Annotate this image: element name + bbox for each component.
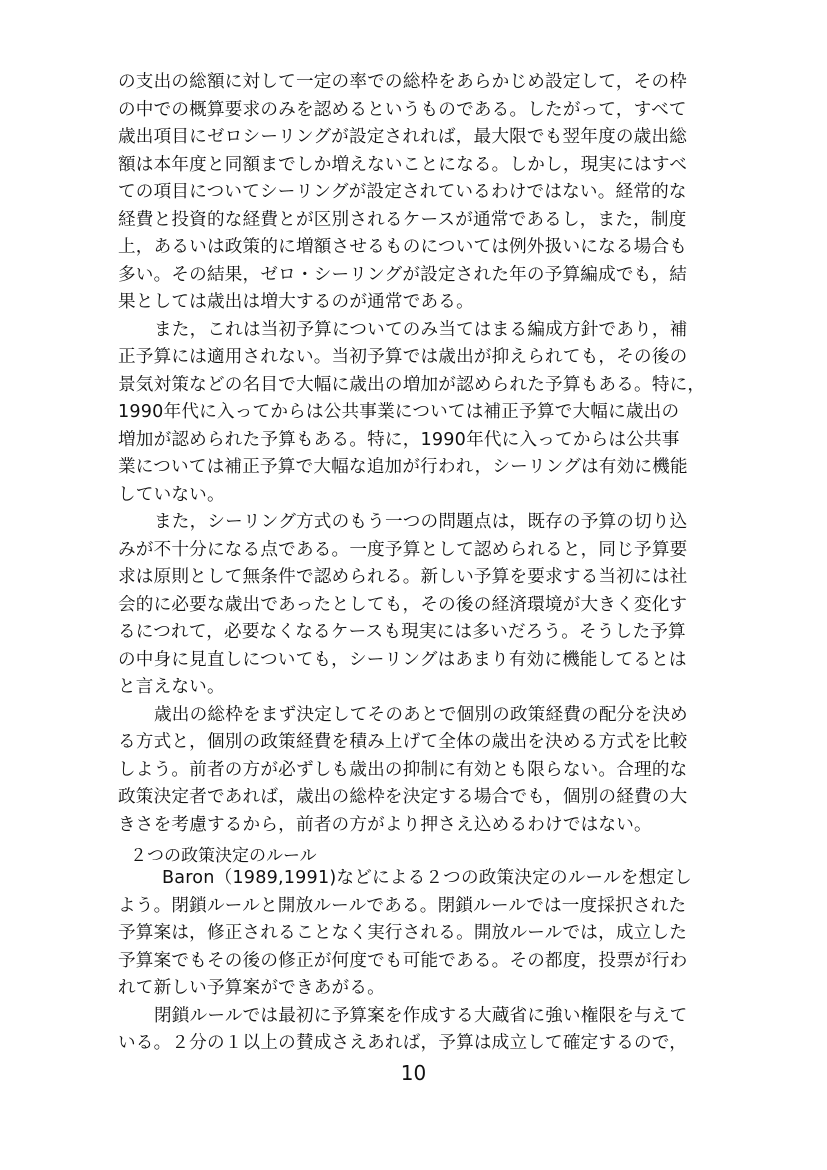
text-line: みが不十分になる点である。一度予算として認められると，同じ予算要: [118, 539, 688, 560]
text-line: 求は原則として無条件で認められる。新しい予算を要求する当初には社: [118, 567, 688, 587]
text-line: いる。２分の１以上の賛成さえあれば，予算は成立して確定するので，: [118, 1033, 688, 1053]
body-text-block-2: [118, 865, 754, 1058]
text-line: 1990年代に入ってからは公共事業については補正予算で大幅に歳出の: [118, 402, 680, 422]
text-line: また，これは当初予算についてのみ当てはまる編成方針であり，補: [154, 319, 688, 340]
text-line: 果としては歳出は増大するのが通常である。: [118, 292, 474, 312]
text-line: 景気対策などの名目で大幅に歳出の増加が認められた予算もある。特に，: [118, 374, 706, 395]
text-line: 正予算には適用されない。当初予算では歳出が抑えられても，その後の: [118, 347, 688, 367]
text-line: きさを考慮するから，前者の方がより押さえ込めるわけではない。: [118, 814, 652, 835]
text-line: れて新しい予算案ができあがる。: [118, 978, 385, 998]
text-line: Baron（1989,1991)などによる２つの政策決定のルールを想定し: [162, 868, 692, 888]
text-line: 閉鎖ルールでは最初に予算案を作成する大蔵省に強い権限を与えて: [154, 1005, 688, 1026]
text-line: と言えない。: [118, 677, 225, 697]
text-line: また，シーリング方式のもう一つの問題点は，既存の予算の切り込: [154, 512, 688, 532]
text-line: の中身に見直しについても，シーリングはあまり有効に機能してるとは: [118, 649, 687, 670]
text-line: 歳出項目にゼロシーリングが設定されれば，最大限でも翌年度の歳出総: [118, 127, 688, 147]
text-line: 業については補正予算で大幅な追加が行われ，シーリングは有効に機能: [118, 457, 688, 477]
text-line: る方式と，個別の政策経費を積み上げて全体の歳出を決める方式を比較: [118, 732, 688, 752]
text-line: の支出の総額に対して一定の率での総枠をあらかじめ設定して，その枠: [118, 72, 688, 92]
page-number: 10: [400, 1061, 427, 1085]
text-line: 増加が認められた予算もある。特に，1990年代に入ってからは公共事: [118, 429, 680, 450]
section-heading: ２つの政策決定のルール: [130, 846, 317, 866]
text-line: 予算案でもその後の修正が何度でも可能である。その都度，投票が行わ: [118, 950, 688, 971]
text-line: 予算案は，修正されることなく実行される。開放ルールでは，成立した: [118, 923, 688, 943]
text-line: 歳出の総枠をまず決定してそのあとで個別の政策経費の配分を決め: [154, 704, 688, 725]
text-line: 多い。その結果，ゼロ・シーリングが設定された年の予算編成でも，結: [118, 264, 688, 285]
body-text-block-1: [118, 69, 754, 839]
text-line: 上，あるいは政策的に増額させるものについては例外扱いになる場合も: [118, 237, 688, 257]
text-line: ての項目についてシーリングが設定されているわけではない。経常的な: [118, 182, 687, 202]
text-line: よう。閉鎖ルールと開放ルールである。閉鎖ルールでは一度採択された: [118, 895, 687, 916]
text-line: の中での概算要求のみを認めるというものである。したがって，すべて: [118, 99, 687, 120]
text-line: 経費と投資的な経費とが区別されるケースが通常であるし，また，制度: [118, 209, 687, 230]
text-line: 政策決定者であれば，歳出の総枠を決定する場合でも，個別の経費の大: [118, 787, 688, 807]
text-line: るにつれて，必要なくなるケースも現実には多いだろう。そうした予算: [118, 622, 686, 642]
text-line: 会的に必要な歳出であったとしても，その後の経済環境が大きく変化す: [118, 594, 688, 615]
text-line: しよう。前者の方が必ずしも歳出の抑制に有効とも限らない。合理的な: [118, 759, 688, 780]
text-line: 額は本年度と同額までしか増えないことになる。しかし，現実にはすべ: [118, 154, 688, 175]
text-line: していない。: [118, 484, 225, 505]
